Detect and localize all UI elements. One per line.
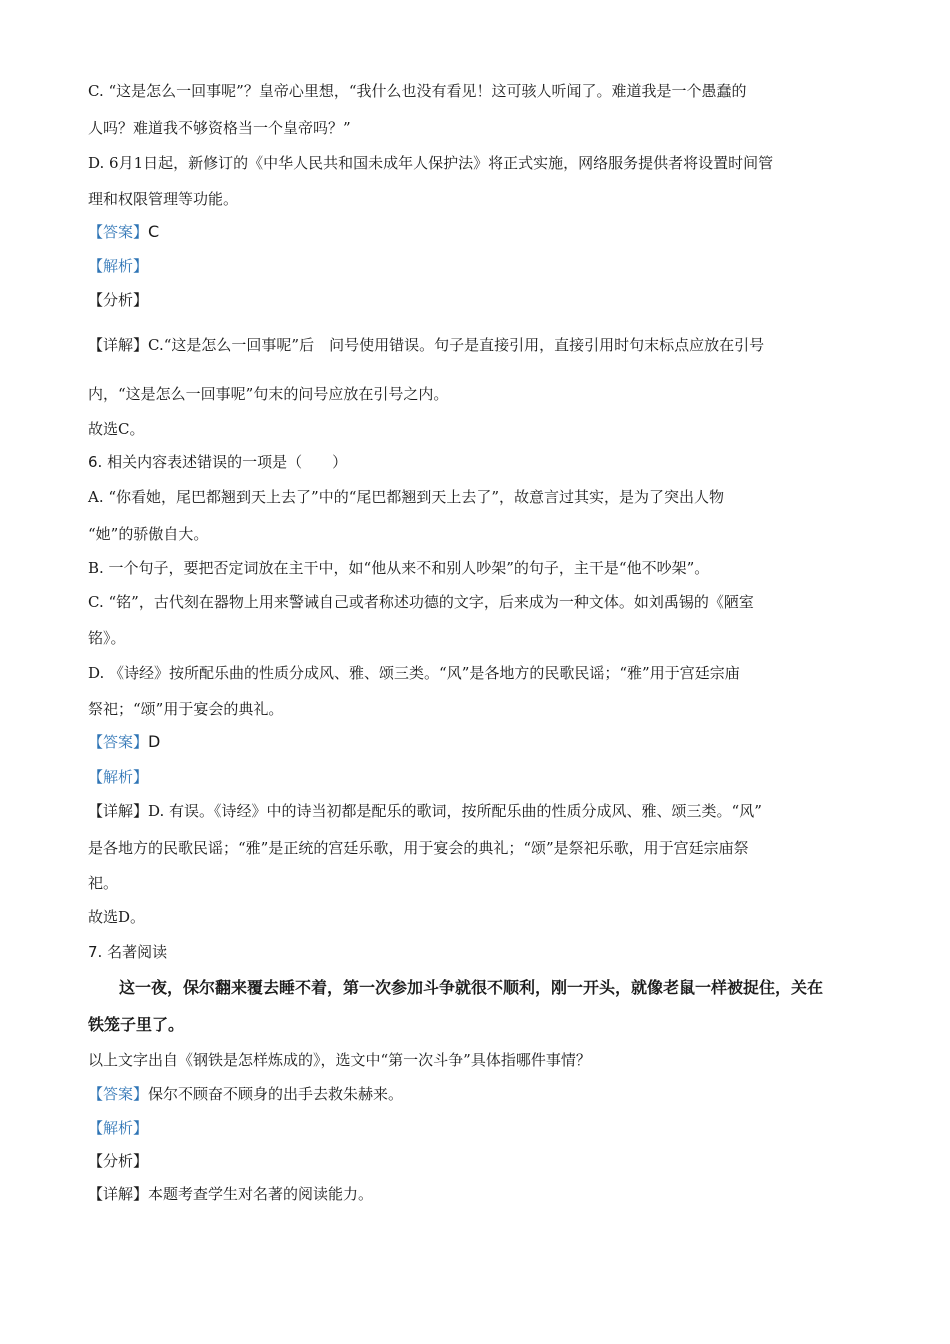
question-stem: 相关内容表述错误的一项是（ ）: [102, 453, 348, 471]
q7-jiexi-tag: 【解析】: [88, 1119, 149, 1137]
q6-option-c-line2: 铭》。: [88, 629, 126, 647]
detail-text: D. 有误。《诗经》中的诗当初都是配乐的歌词，按所配乐曲的性质分成风、雅、颂三类。“风”: [148, 802, 762, 820]
q5-answer: [88, 221, 159, 243]
q6-detail-line1: [88, 800, 762, 822]
q7-fenxi-tag: 【分析】: [88, 1152, 149, 1170]
question-number: 6.: [88, 453, 103, 471]
q7-answer: [88, 1083, 403, 1105]
q5-option-d-line1: D. 6月1日起，新修订的《中华人民共和国未成年人保护法》将正式实施，网络服务提供者将设置时间管: [88, 154, 774, 172]
q5-detail-line1: [88, 334, 764, 356]
detail-tag: 【详解】: [88, 1185, 149, 1203]
answer-value: 保尔不顾奋不顾身的出手去救朱赫来。: [148, 1085, 404, 1103]
detail-text: 本题考查学生对名著的阅读能力。: [148, 1185, 374, 1203]
answer-tag: 【答案】: [88, 1085, 149, 1103]
answer-tag: 【答案】: [88, 733, 149, 751]
q5-fenxi-tag: 【分析】: [88, 291, 149, 309]
q7-passage-line1: 这一夜，保尔翻来覆去睡不着，第一次参加斗争就很不顺利，刚一开头，就像老鼠一样被捉住，关在: [119, 978, 824, 997]
question-number: 7.: [88, 943, 103, 961]
q6-detail-line2: 是各地方的民歌民谣；“雅”是正统的宫廷乐歌，用于宴会的典礼；“颂”是祭祀乐歌，用于宫廷宗庙祭: [88, 839, 749, 857]
q6-choose: 故选D。: [88, 908, 146, 926]
detail-text: C.“这是怎么一回事呢”后 问号使用错误。句子是直接引用，直接引用时句末标点应放在引号: [148, 336, 765, 354]
answer-tag: 【答案】: [88, 223, 149, 241]
q7-stem: [88, 941, 167, 963]
q6-answer: [88, 731, 160, 753]
q5-choose: 故选C。: [88, 420, 145, 438]
q5-option-c-line2: 人吗？难道我不够资格当一个皇帝吗？”: [88, 119, 351, 137]
answer-value: C: [148, 222, 160, 241]
q6-option-b-line1: B. 一个句子，要把否定词放在主干中，如“他从来不和别人吵架”的句子，主干是“他不吵架”。: [88, 559, 710, 577]
q6-option-d-line1: D. 《诗经》按所配乐曲的性质分成风、雅、颂三类。“风”是各地方的民歌民谣；“雅”用于宫廷宗庙: [88, 664, 740, 682]
q7-detail: [88, 1183, 373, 1205]
detail-tag: 【详解】: [88, 336, 149, 354]
q7-passage-line2: 铁笼子里了。: [88, 1015, 185, 1034]
detail-tag: 【详解】: [88, 802, 149, 820]
q6-option-c-line1: C. “铭”，古代刻在器物上用来警诫自己或者称述功德的文字，后来成为一种文体。如刘禹锡的《陋室: [88, 593, 754, 611]
question-stem: 名著阅读: [102, 943, 168, 961]
q6-option-a-line2: “她”的骄傲自大。: [88, 525, 209, 543]
q5-detail-line2: 内，“这是怎么一回事呢”句末的问号应放在引号之内。: [88, 385, 449, 403]
q5-option-c-line1: C. “这是怎么一回事呢”？皇帝心里想，“我什么也没有看见！这可骇人听闻了。难道我是一个愚蠢的: [88, 82, 747, 100]
q6-stem: [88, 451, 347, 473]
q5-jiexi-tag: 【解析】: [88, 257, 149, 275]
q6-jiexi-tag: 【解析】: [88, 768, 149, 786]
q7-question: 以上文字出自《钢铁是怎样炼成的》，选文中“第一次斗争”具体指哪件事情？: [88, 1051, 591, 1069]
answer-value: D: [148, 732, 161, 751]
q5-option-d-line2: 理和权限管理等功能。: [88, 190, 239, 208]
q6-detail-line3: 祀。: [88, 874, 119, 892]
q6-option-a-line1: A. “你看她，尾巴都翘到天上去了”中的“尾巴都翘到天上去了”，故意言过其实，是为了突出人物: [88, 488, 725, 506]
q6-option-d-line2: 祭祀；“颂”用于宴会的典礼。: [88, 700, 284, 718]
